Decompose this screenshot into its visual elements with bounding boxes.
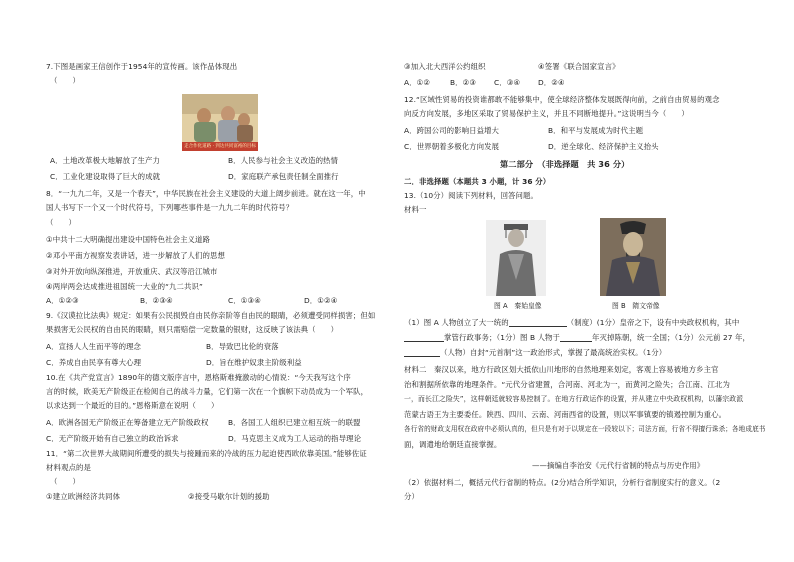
q10-stem-line3: 以求达到一个最近的目的。”恩格斯意在说明（ ） <box>46 401 219 410</box>
q11-item-1: ①建立欧洲经济共同体 <box>46 492 121 501</box>
blank-3[interactable] <box>560 333 592 342</box>
material2-line1: 材料二 秦汉以来，地方行政区划大抵依山川地形的自然地理来划定，客观上容易被地方乡主官 <box>404 365 719 374</box>
q8-item-1: ①中共十二大明确提出建设中国特色社会主义道路 <box>46 235 211 244</box>
portrait-a-illustration <box>486 220 546 296</box>
q13-part2-line1: （2）依据材料二，概括元代行省制的特点。(2分)结合所学知识，分析行省制度实行的意义。（2 <box>404 478 721 487</box>
q11-item-4: ④签署《联合国家宣言》 <box>538 62 620 71</box>
q9-option-c: C．养成自由民享有尊大心理 <box>46 358 142 367</box>
q10-stem-line1: 10.在《共产党宣言》1890年的德文版序言中，恩格斯难掩激动的心情说：“今天我写这个序 <box>46 373 351 382</box>
q9-stem-line1: 9.《汉谟拉比法典》规定：如果有公民损毁自由民你亲阶等自由民的眼睛，必须遭受同样损害；但如 <box>46 311 376 320</box>
q9-stem-line2: 果损害无公民权的自由民的眼睛，则只需赔偿一定数量的银财，这反映了该法典（ ） <box>46 325 339 334</box>
q8-option-c: C．①③④ <box>228 296 261 305</box>
q12-stem-line2: 向反方向发展，多地区采取了贸易保护主义，并且不同断地提升。”这说明当今（ ） <box>404 109 689 118</box>
q7-option-c: C．工业化建设取得了巨大的成就 <box>50 172 161 181</box>
q8-option-d: D．①②④ <box>304 296 338 305</box>
q8-option-a: A．①②③ <box>46 296 79 305</box>
q10-option-b: B．各国工人组织已建立相互统一的联盟 <box>228 418 361 427</box>
q8-stem-line1: 8．“一九九二年，又是一个春天”，中华民族在社会主义建设的大道上阔步前进。就在这一年，中 <box>46 189 366 198</box>
q13-part1-line3 <box>404 348 666 357</box>
q10-option-a: A．欧洲各国无产阶级正在筹备建立无产阶级政权 <box>46 418 209 427</box>
q11-item-3: ③加入北大西洋公约组织 <box>404 62 486 71</box>
q13-part2-line2: 分） <box>404 492 419 501</box>
caption-figure-b: 图 B 隋文帝像 <box>612 302 660 310</box>
q11-stem-line2: 材料观点的是 <box>46 463 91 472</box>
q8-option-b: B．②③④ <box>140 296 173 305</box>
qin-shi-huang-portrait <box>486 220 546 296</box>
q13-part1-seg1: （1）图 A 人物创立了大一统的 <box>404 318 509 327</box>
propaganda-poster-image <box>182 94 258 151</box>
q8-item-2: ②邓小平南方视察发表讲话，进一步解放了人们的思想 <box>46 251 226 260</box>
q12-option-c: C．世界朝着多极化方向发展 <box>404 142 500 151</box>
q13-part1-line2 <box>404 333 750 342</box>
sui-wendi-portrait <box>600 218 666 296</box>
q8-stem-line2: 国人书写下一个又一个时代符号，下列哪些事件是一九九二年的时代符号？ <box>46 203 294 212</box>
q11-option-c: C．③④ <box>494 78 521 87</box>
q9-option-a: A．宣扬人人生而平等的理念 <box>46 342 142 351</box>
blank-2[interactable] <box>404 333 444 342</box>
q9-option-d: D．旨在维护奴隶主阶级利益 <box>206 358 302 367</box>
blank-4[interactable] <box>404 348 440 357</box>
q8-item-4: ④两岸两会达成推进祖国统一大业的“九二共识” <box>46 282 203 291</box>
q11-paren: （ ） <box>50 477 80 486</box>
q9-option-b: B．导致巴比伦的衰落 <box>206 342 279 351</box>
q11-option-b: B．②③ <box>450 78 477 87</box>
q7-stem: 7.下图是画家王信创作于1954年的宣传画。该作品体现出 <box>46 62 238 71</box>
material2-line3: 一，而长江之险失”，这样朝廷就较容易控制了。在地方行政运作的设置，并从建立中央政权机构，以藩宗政派 <box>404 395 744 403</box>
material2-line5: 各行省的财政支用权在政府中必须认真的，但只是有对于以规定在一段较以下；司法方面，行省不得擅行诛杀；各地成底书 <box>404 425 766 433</box>
q8-item-3: ③对外开放向纵深推进，开放重庆、武汉等沿江城市 <box>46 267 218 276</box>
q13-part1-seg2: （制度）(1分）皇帝之下，设有中央政权机构，其中 <box>566 318 740 327</box>
material2-line6: 面，调遣地给朝廷直接掌握。 <box>404 440 502 449</box>
q7-option-d: D．家庭联产承包责任制全面推行 <box>228 172 339 181</box>
q11-stem-line1: 11．“第二次世界大战期间所遭受的损失与接踵而来的冷战的压力起迫使西欧依靠美国。”能够佐证 <box>46 449 367 458</box>
q7-option-b: B．人民参与社会主义改造的热情 <box>228 156 339 165</box>
caption-figure-a: 图 A 秦始皇像 <box>494 302 542 310</box>
q13-part1-line1 <box>404 318 739 327</box>
q12-option-a: A．跨国公司的影响日益增大 <box>404 126 500 135</box>
part2-title: 第二部分 （非选择题 共 36 分） <box>500 159 630 169</box>
q13-intro: 13.（10分）阅读下列材料，回答问题。 <box>404 191 539 200</box>
q11-item-2: ②接受马歇尔计划的援助 <box>188 492 270 501</box>
q12-option-b: B．和平与发展成为时代主题 <box>548 126 644 135</box>
q13-part1-seg3: 掌管行政事务；（1分）图 B 人物于 <box>444 333 561 342</box>
q10-stem-line2: 言的时候，欧美无产阶级正在检阅自己的战斗力量，它们第一次在一个旗帜下动员成为一个军队， <box>46 387 369 396</box>
q12-option-d: D．逆全球化、经济保护主义抬头 <box>548 142 659 151</box>
q7-option-a: A．土地改革极大地解放了生产力 <box>50 156 161 165</box>
q10-option-c: C．无产阶级开始有自己独立的政治诉求 <box>46 434 179 443</box>
q13-part1-seg4: 年灭掉陈朝，统一全国；（1分）公元前 27 年， <box>592 333 750 342</box>
section-title: 二．非选择题（本题共 3 小题，计 36 分） <box>404 177 551 186</box>
portrait-b-illustration <box>600 218 666 296</box>
q13-part1-seg5: （人物）自封“元首制”这一政治形式，掌握了最高统治实权。（1分） <box>440 348 667 357</box>
q7-paren: （ ） <box>50 76 80 85</box>
material1-label: 材料一 <box>404 205 427 214</box>
q8-paren: （ ） <box>46 218 76 227</box>
q11-option-a: A．①② <box>404 78 431 87</box>
q10-option-d: D．马克思主义成为工人运动的指导理论 <box>228 434 362 443</box>
material2-line4: 范蒙古语王为主要委任。陕西、四川、云南、河南西省的设置，则以军事镇要的镇遏控制为重心。 <box>404 410 727 419</box>
material2-source: ——摘编自李治安《元代行省制的特点与历史作用》 <box>532 461 705 470</box>
q11-option-d: D．②④ <box>538 78 565 87</box>
material2-line2: 治和割据所依靠的地理条件。“元代分省建置，合河南、河北为一，而黄河之险失；合江南、江北为 <box>404 380 731 389</box>
poster-caption: 走合作化道路 · 到达共同富裕的目标 <box>184 144 256 149</box>
q12-stem-line1: 12.“区域性贸易的投资谁都敢不能够集中，使全球经济整体发展既得向前，之前自由贸易的观念 <box>404 95 720 104</box>
blank-1[interactable] <box>509 318 567 327</box>
